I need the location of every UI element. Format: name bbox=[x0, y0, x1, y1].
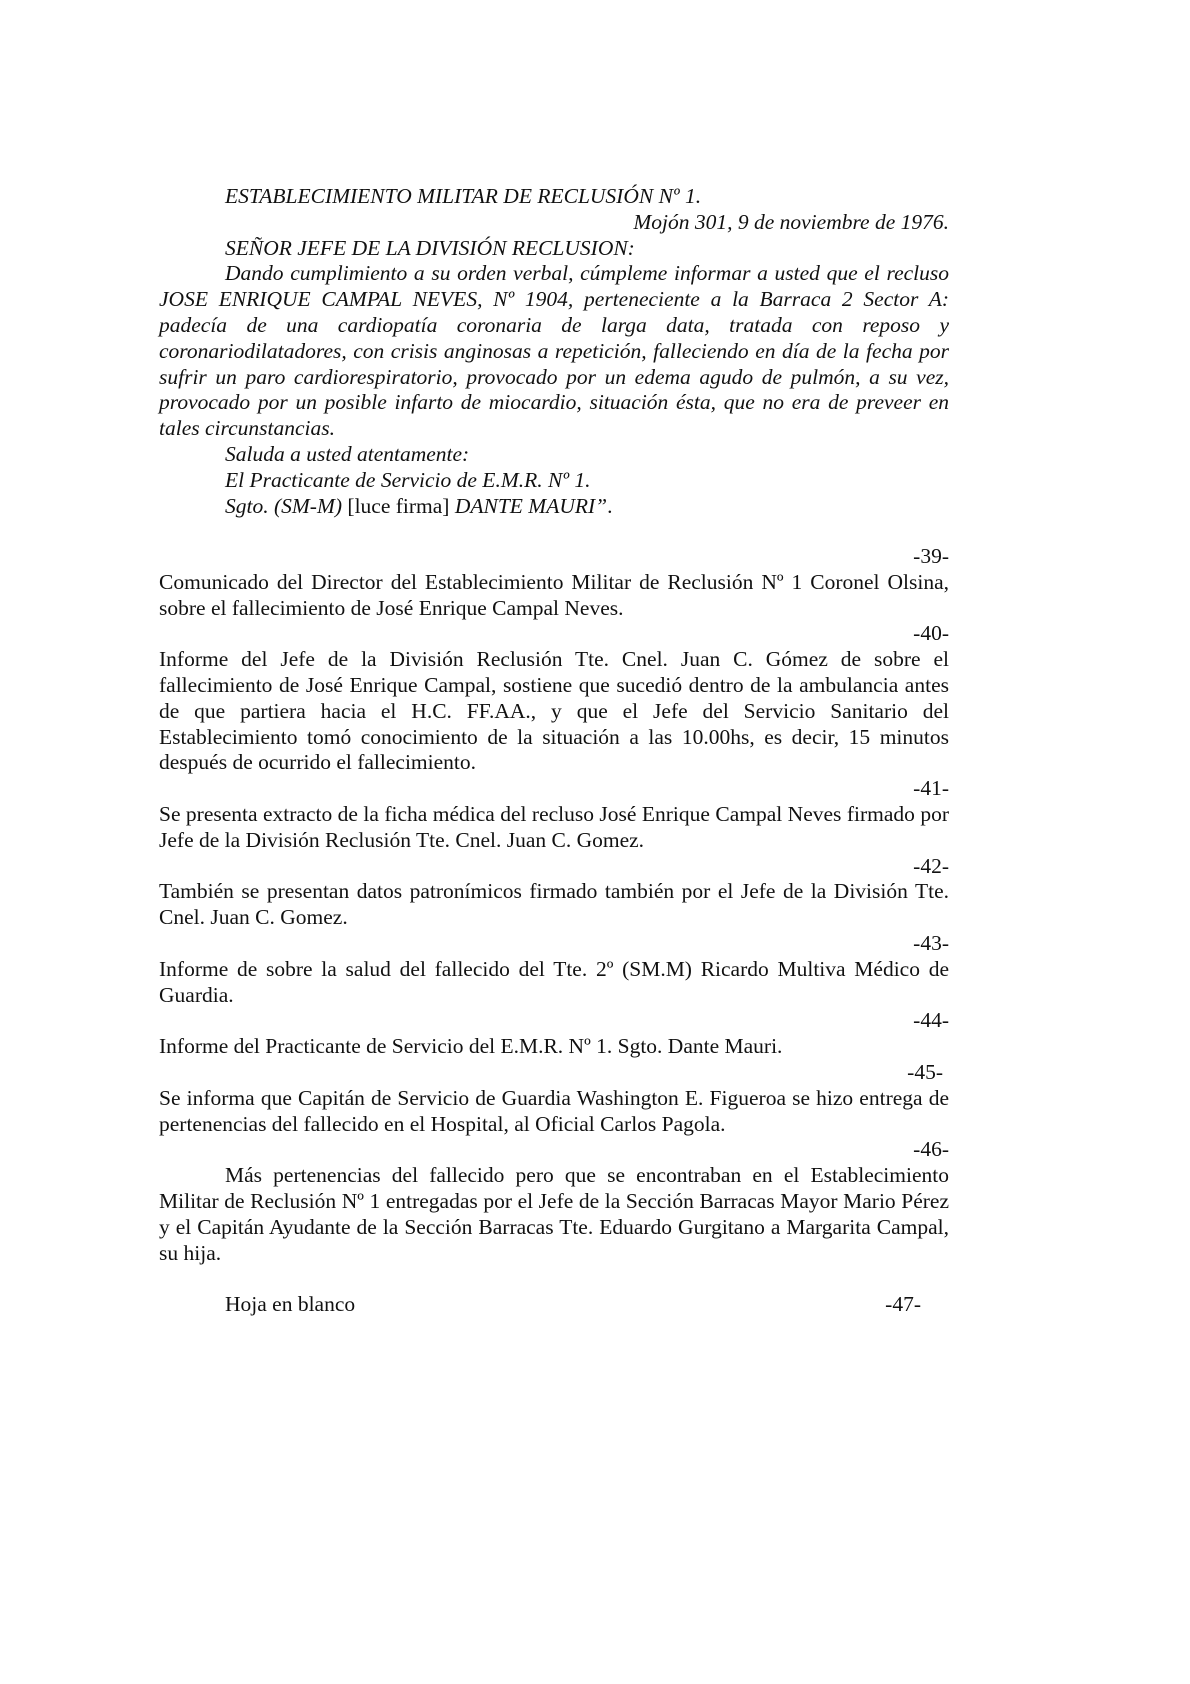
letter-establishment: ESTABLECIMIENTO MILITAR DE RECLUSIÓN Nº 1. bbox=[225, 184, 702, 208]
entry-text: Se informa que Capitán de Servicio de Guardia Washington E. Figueroa se hizo entrega de pertenencias del fallecido en el Hospital, al Oficial Carlos Pagola. bbox=[159, 1085, 949, 1136]
letter-place-date: Mojón 301, 9 de noviembre de 1976. bbox=[633, 209, 949, 234]
signature-name: DANTE MAURI” bbox=[454, 493, 608, 518]
blank-sheet-label: Hoja en blanco bbox=[225, 1292, 356, 1317]
entry-number: -40- bbox=[913, 621, 949, 646]
entry-text: Informe de sobre la salud del fallecido del Tte. 2º (SM.M) Ricardo Multiva Médico de Guardia. bbox=[159, 956, 949, 1007]
entry-number: -41- bbox=[913, 776, 949, 801]
entry-text: Informe del Jefe de la División Reclusión Tte. Cnel. Juan C. Gómez de sobre el fallecimiento de José Enrique Campal, sostiene que sucedió dentro de la ambulancia antes de que partiera hacia el H.C. FF.AA., y que el Jefe del Servicio Sanitario del Establecimiento tomó conocimiento de la situación a las 10.00hs, es decir, 15 minutos después de ocurrido el fallecimiento. bbox=[159, 647, 949, 775]
transcribed-letter bbox=[159, 184, 949, 519]
entry-number: -46- bbox=[913, 1137, 949, 1162]
document-entries bbox=[159, 544, 949, 1318]
letter-signer-title: El Practicante de Servicio de E.M.R. Nº 1. bbox=[225, 467, 591, 492]
entry-number: -39- bbox=[913, 544, 949, 568]
entry-text: Comunicado del Director del Establecimiento Militar de Reclusión Nº 1 Coronel Olsina, sobre el fallecimiento de José Enrique Campal Neves. bbox=[159, 569, 949, 620]
letter-addressee: SEÑOR JEFE DE LA DIVISIÓN RECLUSION: bbox=[225, 235, 635, 260]
signature-end: . bbox=[607, 493, 613, 518]
entry-number: -42- bbox=[913, 853, 949, 878]
letter-signature-line bbox=[159, 494, 949, 520]
signature-prefix: Sgto. (SM-M) bbox=[225, 493, 343, 518]
letter-body: Dando cumplimiento a su orden verbal, cúmpleme informar a usted que el recluso JOSE ENRIQUE CAMPAL NEVES, Nº 1904, perteneciente a la Barraca 2 Sector A: padecía de una cardiopatía coronaria de larga data, tratada con reposo y coronariodilatadores, con crisis anginosas a repetición, falleciendo en día de la fecha por sufrir un paro cardiorespiratorio, provocado por un edema agudo de pulmón, a su vez, provocado por un posible infarto de miocardio, situación ésta, que no era de preveer en tales circunstancias. bbox=[159, 261, 949, 441]
entry-text: Más pertenencias del fallecido pero que se encontraban en el Establecimiento Militar de Reclusión Nº 1 entregadas por el Jefe de la Sección Barracas Mayor Mario Pérez y el Capitán Ayudante de la Sección Barracas Tte. Eduardo Gurgitano a Margarita Campal, su hija. bbox=[159, 1163, 949, 1265]
entry-text: También se presentan datos patronímicos firmado también por el Jefe de la División Tte. Cnel. Juan C. Gomez. bbox=[159, 879, 949, 930]
entry-text: Se presenta extracto de la ficha médica del recluso José Enrique Campal Neves firmado por Jefe de la División Reclusión Tte. Cnel. Juan C. Gomez. bbox=[159, 801, 949, 852]
entry-number: -44- bbox=[913, 1008, 949, 1033]
blank-sheet-line bbox=[159, 1292, 949, 1318]
entry-number: -43- bbox=[913, 930, 949, 955]
spacer bbox=[159, 1266, 949, 1292]
blank-sheet-number: -47- bbox=[885, 1292, 921, 1317]
signature-note: [luce firma] bbox=[342, 493, 455, 518]
entry-number: -45- bbox=[907, 1059, 943, 1084]
letter-closing: Saluda a usted atentamente: bbox=[225, 441, 470, 466]
entry-text: Informe del Practicante de Servicio del E.M.R. Nº 1. Sgto. Dante Mauri. bbox=[159, 1034, 783, 1059]
